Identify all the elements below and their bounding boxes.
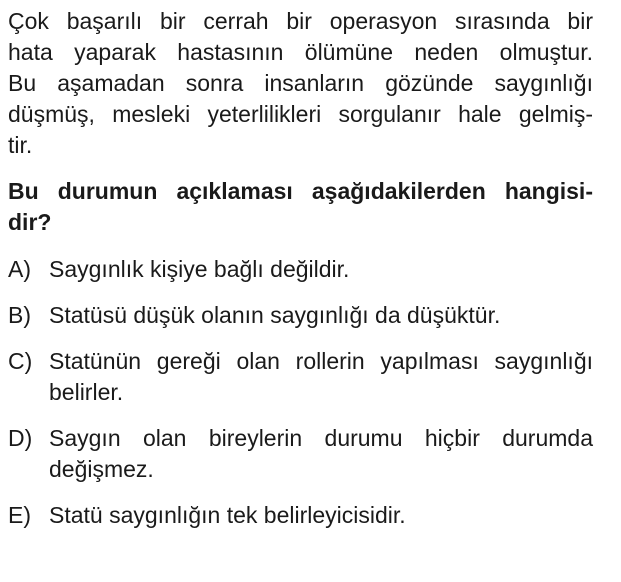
stem-line: tir.	[8, 132, 33, 158]
option-text	[49, 300, 593, 331]
option-a[interactable]	[8, 254, 593, 285]
option-letter: B)	[8, 302, 31, 328]
option-text	[49, 423, 593, 485]
question-line: Bu durumun açıklaması aşağıdakilerden hangisi-	[8, 178, 593, 204]
option-e[interactable]	[8, 500, 593, 531]
option-line: Statünün gereği olan rollerin yapılması saygınlığı	[49, 348, 593, 374]
option-text	[49, 254, 593, 285]
option-line: değişmez.	[49, 456, 154, 482]
option-c[interactable]	[8, 346, 593, 408]
option-text	[49, 500, 593, 531]
option-letter: D)	[8, 425, 33, 451]
option-d[interactable]	[8, 423, 593, 485]
option-letter: C)	[8, 348, 33, 374]
option-line: Saygınlık kişiye bağlı değildir.	[49, 256, 350, 282]
question-prompt	[8, 176, 593, 238]
option-line: Statüsü düşük olanın saygınlığı da düşüktür.	[49, 302, 501, 328]
answer-options	[8, 254, 593, 531]
option-line: Saygın olan bireylerin durumu hiçbir durumda	[49, 425, 593, 451]
option-line: belirler.	[49, 379, 124, 405]
stem-line: düşmüş, mesleki yeterlilikleri sorgulanır hale gelmiş-	[8, 101, 593, 127]
option-letter: E)	[8, 502, 31, 528]
option-line: Statü saygınlığın tek belirleyicisidir.	[49, 502, 406, 528]
stem-line: hata yaparak hastasının ölümüne neden olmuştur.	[8, 39, 593, 65]
stem-line: Bu aşamadan sonra insanların gözünde saygınlığı	[8, 70, 593, 96]
option-letter: A)	[8, 256, 31, 282]
question-line: dir?	[8, 209, 52, 235]
option-b[interactable]	[8, 300, 593, 331]
question-stem	[8, 6, 593, 161]
stem-line: Çok başarılı bir cerrah bir operasyon sırasında bir	[8, 8, 593, 34]
option-text	[49, 346, 593, 408]
